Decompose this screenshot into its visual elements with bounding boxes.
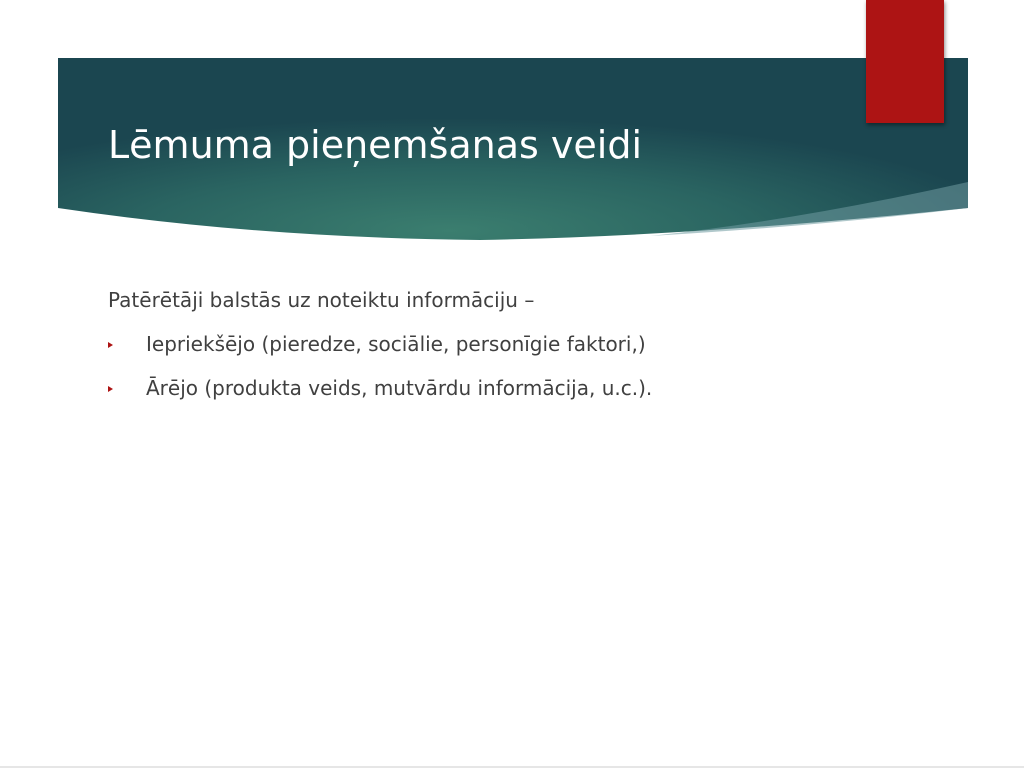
slide-title: Lēmuma pieņemšanas veidi (108, 123, 643, 167)
bullet-item-1 (108, 326, 968, 362)
bullet-list (108, 326, 968, 406)
accent-tab (866, 0, 944, 123)
bullet-text-1: Iepriekšējo (pieredze, sociālie, personīgie faktori,) (146, 332, 646, 356)
bullet-item-2 (108, 370, 968, 406)
triangle-right-icon (108, 342, 113, 348)
intro-text: Patērētāji balstās uz noteiktu informāciju – (108, 288, 535, 312)
bullet-text-2: Ārējo (produkta veids, mutvārdu informācija, u.c.). (146, 376, 653, 400)
slide-content (108, 282, 968, 414)
triangle-right-icon (108, 386, 113, 392)
